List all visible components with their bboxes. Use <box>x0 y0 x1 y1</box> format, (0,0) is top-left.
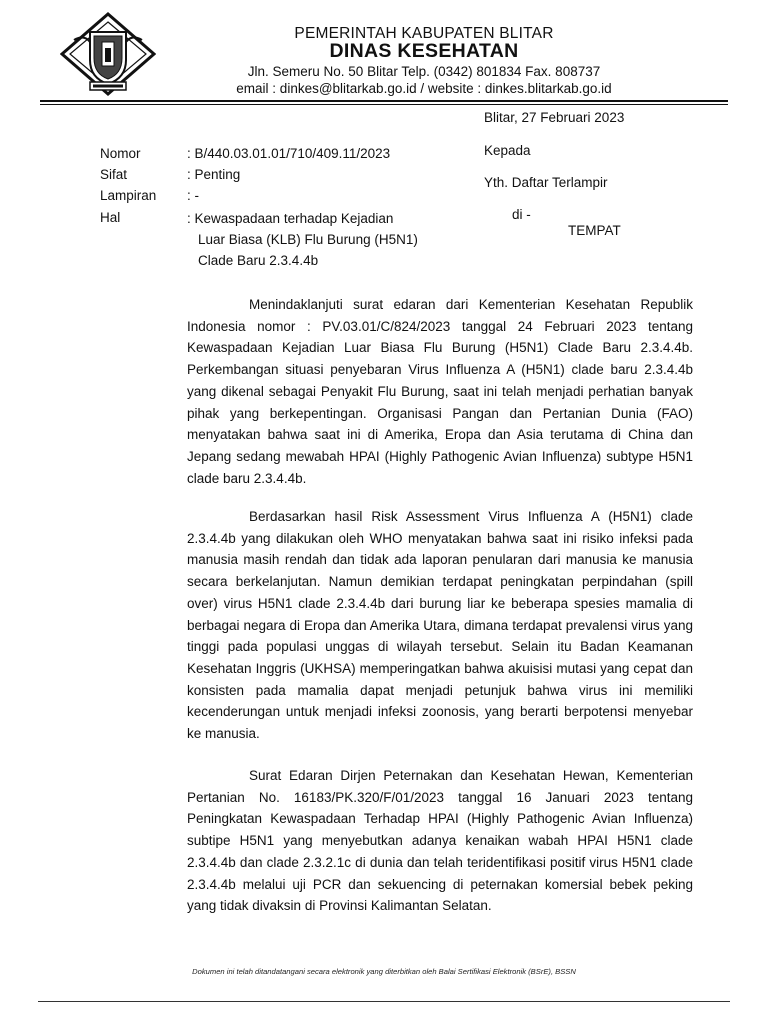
sifat-value: : Penting <box>187 167 241 182</box>
e-signature-note: Dokumen ini telah ditandatangani secara elektronik yang diterbitkan oleh Balai Sertifikasi Elektronik (BSrE), BSSN <box>192 967 576 976</box>
recipient-tempat: TEMPAT <box>568 223 621 238</box>
letterhead-rule-thick <box>40 100 728 102</box>
nomor-value: : B/440.03.01.01/710/409.11/2023 <box>187 146 391 161</box>
letterhead-contact: email : dinkes@blitarkab.go.id / website : dinkes.blitarkab.go.id <box>236 81 612 96</box>
footer-rule <box>38 1001 730 1002</box>
hal-line-1: : Kewaspadaan terhadap Kejadian <box>187 211 394 226</box>
recipient-kepada: Kepada <box>484 143 531 158</box>
hal-value <box>187 208 418 271</box>
letterhead-government: PEMERINTAH KABUPATEN BLITAR <box>294 25 554 42</box>
letterhead-rule-thin <box>40 104 728 105</box>
lampiran-value: : - <box>187 188 199 203</box>
letterhead-address: Jln. Semeru No. 50 Blitar Telp. (0342) 801834 Fax. 808737 <box>247 64 601 79</box>
body-paragraph-1: Menindaklanjuti surat edaran dari Kementerian Kesehatan Republik Indonesia nomor : PV.03.01/C/824/2023 tanggal 24 Februari 2023 tentang Kewaspadaan Kejadian Luar Biasa Flu Burung (H5N1) Clade Baru 2.3.4.4b. Perkembangan situasi penyebaran Virus Influenza A (H5N1) clade baru 2.3.4.4b yang dikenal sebagai Penyakit Flu Burung, saat ini telah menjadi perhatian banyak pihak yang berkepentingan. Organisasi Pangan dan Pertanian Dunia (FAO) menyatakan bahwa saat ini di Amerika, Eropa dan Asia terutama di China dan Jepang sedang mewabah HPAI (Highly Pathogenic Avian Influenza) subtype H5N1 clade baru 2.3.4.4b. <box>187 297 693 486</box>
body-paragraph-3: Surat Edaran Dirjen Peternakan dan Kesehatan Hewan, Kementerian Pertanian No. 16183/PK.320/F/01/2023 tanggal 16 Januari 2023 tentang Peningkatan Kewaspadaan Terhadap HPAI (Highly Pathogenic Avian Influenza) subtipe H5N1 yang menyebutkan adanya kenaikan wabah HPAI H5N1 clade 2.3.4.4b dan clade 2.3.2.1c di dunia dan telah teridentifikasi positif virus H5N1 clade 2.3.4.4b melalui uji PCR dan sekuencing di peternakan komersial bebek peking yang tidak divaksin di Provinsi Kalimantan Selatan. <box>187 768 693 914</box>
body-paragraph-2: Berdasarkan hasil Risk Assessment Virus Influenza A (H5N1) clade 2.3.4.4b yang dilakukan oleh WHO menyatakan bahwa saat ini risiko infeksi pada manusia masih rendah dan tidak ada laporan penularan dari manusia ke manusia secara berkelanjutan. Namun demikian terdapat peningkatan perpindahan (spill over) virus H5N1 clade 2.3.4.4b dari burung liar ke beberapa spesies mamalia di berbagai negara di Eropa dan Amerika Utara, dimana terdapat prevalensi virus yang tinggi pada populasi unggas di wilayah tersebut. Selain itu Badan Keamanan Kesehatan Inggris (UKHSA) memperingatkan bahwa akuisisi mutasi yang cepat dan konsisten pada mamalia dapat menjadi petunjuk bahwa virus ini memiliki kecenderungan untuk menjadi infeksi zoonosis, yang berarti berpotensi menyebar ke manusia. <box>187 509 693 742</box>
hal-line-2: Luar Biasa (KLB) Flu Burung (H5N1) <box>198 232 418 247</box>
sifat-label: Sifat <box>100 167 128 182</box>
regency-crest-icon <box>60 12 156 96</box>
nomor-label: Nomor <box>100 146 141 161</box>
letterhead-agency: DINAS KESEHATAN <box>329 40 519 62</box>
recipient-yth: Yth. Daftar Terlampir <box>484 175 608 190</box>
hal-line-3: Clade Baru 2.3.4.4b <box>198 253 319 268</box>
letter-date: Blitar, 27 Februari 2023 <box>484 110 625 125</box>
hal-label: Hal <box>100 210 121 225</box>
recipient-di: di - <box>512 207 531 222</box>
lampiran-label: Lampiran <box>100 188 157 203</box>
